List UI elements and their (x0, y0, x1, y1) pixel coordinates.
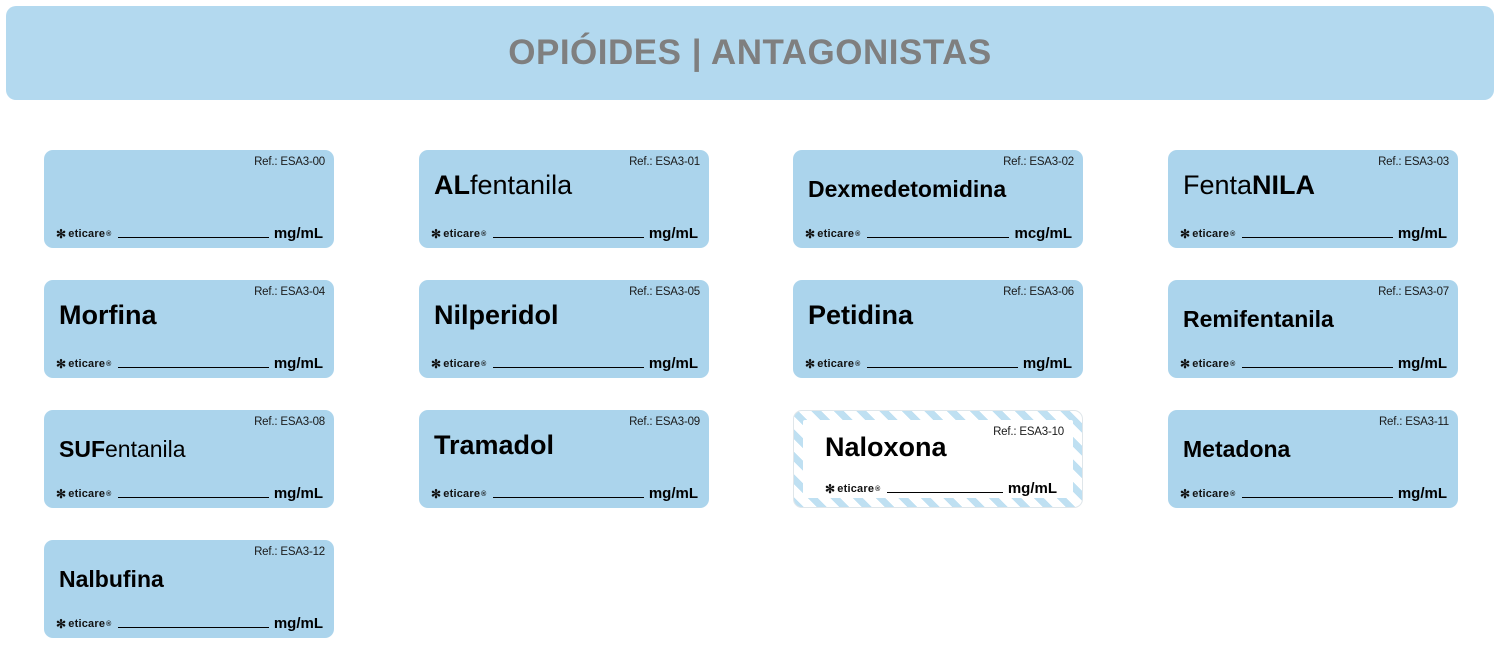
label-grid (0, 150, 1500, 670)
label-unit: mg/mL (273, 485, 323, 502)
flower-icon: ✻ (56, 227, 67, 241)
label-unit: mg/mL (648, 485, 698, 502)
label-ref: Ref.: ESA3-01 (629, 156, 700, 168)
flower-icon: ✻ (431, 227, 442, 241)
brand-name: eticare (443, 228, 481, 240)
registered-icon: ® (875, 485, 881, 493)
drug-name-bold: Nalbufina (59, 566, 164, 592)
label-ref: Ref.: ESA3-03 (1378, 156, 1449, 168)
write-in-line (867, 366, 1018, 368)
write-in-line (118, 236, 269, 238)
brand-name: eticare (68, 618, 106, 630)
flower-icon: ✻ (56, 487, 67, 501)
label-ref: Ref.: ESA3-10 (993, 426, 1064, 438)
drug-name-bold: Remifentanila (1183, 306, 1334, 332)
drug-name-bold: Metadona (1183, 436, 1291, 462)
page-title: OPIÓIDES | ANTAGONISTAS (508, 33, 992, 72)
label-card-esa3-11[interactable] (1168, 410, 1458, 508)
write-in-line (1242, 236, 1393, 238)
label-drug-name (808, 300, 913, 330)
eticare-brand-logo (431, 358, 487, 370)
drug-name-bold: Petidina (808, 300, 914, 330)
label-drug-name (1183, 170, 1315, 200)
label-row (0, 410, 1500, 540)
drug-name-bold: NILA (1252, 170, 1316, 200)
write-in-line (867, 236, 1010, 238)
label-card-esa3-10[interactable] (793, 410, 1083, 508)
label-bottom-strip (1180, 483, 1447, 501)
flower-icon: ✻ (56, 617, 67, 631)
eticare-brand-logo (805, 358, 861, 370)
registered-icon: ® (481, 230, 487, 238)
eticare-brand-logo (805, 228, 861, 240)
label-ref: Ref.: ESA3-00 (254, 156, 325, 168)
label-bottom-strip (56, 613, 323, 631)
label-ref: Ref.: ESA3-09 (629, 416, 700, 428)
write-in-line (493, 236, 644, 238)
write-in-line (118, 496, 269, 498)
flower-icon: ✻ (56, 357, 67, 371)
label-card-esa3-07[interactable] (1168, 280, 1458, 378)
label-unit: mg/mL (1397, 225, 1447, 242)
drug-name-bold: SUF (59, 436, 105, 462)
label-unit: mg/mL (1007, 480, 1057, 497)
brand-name: eticare (443, 358, 481, 370)
label-unit: mg/mL (1022, 355, 1072, 372)
label-ref: Ref.: ESA3-11 (1378, 416, 1449, 428)
label-bottom-strip (56, 483, 323, 501)
label-drug-name (434, 170, 572, 200)
drug-name-bold: Dexmedetomidina (808, 176, 1007, 202)
write-in-line (493, 496, 644, 498)
brand-name: eticare (817, 228, 855, 240)
drug-name-bold: Morfina (59, 300, 157, 330)
label-unit: mcg/mL (1014, 225, 1072, 242)
brand-name: eticare (1192, 228, 1230, 240)
label-unit: mg/mL (648, 355, 698, 372)
label-ref: Ref.: ESA3-04 (254, 286, 325, 298)
write-in-line (887, 491, 1003, 493)
flower-icon: ✻ (1180, 227, 1191, 241)
label-bottom-strip (431, 483, 698, 501)
label-drug-name (59, 300, 157, 330)
registered-icon: ® (1230, 490, 1236, 498)
brand-name: eticare (1192, 358, 1230, 370)
eticare-brand-logo (431, 228, 487, 240)
flower-icon: ✻ (805, 227, 816, 241)
drug-name-bold: Naloxona (825, 432, 947, 462)
eticare-brand-logo (431, 488, 487, 500)
drug-name-light: fentanila (470, 170, 573, 200)
brand-name: eticare (68, 228, 106, 240)
brand-name: eticare (68, 488, 106, 500)
write-in-line (118, 626, 269, 628)
label-drug-name (825, 432, 947, 462)
brand-name: eticare (68, 358, 106, 370)
registered-icon: ® (106, 620, 112, 628)
label-unit: mg/mL (648, 225, 698, 242)
eticare-brand-logo (1180, 358, 1236, 370)
label-card-esa3-01[interactable] (419, 150, 709, 248)
flower-icon: ✻ (431, 357, 442, 371)
write-in-line (1242, 366, 1393, 368)
drug-name-bold: AL (434, 170, 470, 200)
eticare-brand-logo (56, 358, 112, 370)
label-ref: Ref.: ESA3-05 (629, 286, 700, 298)
brand-name: eticare (443, 488, 481, 500)
label-drug-name (1183, 434, 1290, 464)
label-ref: Ref.: ESA3-02 (1003, 156, 1074, 168)
eticare-brand-logo (56, 228, 112, 240)
label-card-esa3-00[interactable] (44, 150, 334, 248)
registered-icon: ® (106, 490, 112, 498)
label-bottom-strip (805, 223, 1072, 241)
label-bottom-strip (56, 223, 323, 241)
write-in-line (493, 366, 644, 368)
label-drug-name (1183, 304, 1334, 334)
label-drug-name (434, 430, 554, 460)
label-drug-name (59, 434, 186, 464)
label-card-esa3-08[interactable] (44, 410, 334, 508)
label-row (0, 280, 1500, 410)
label-card-esa3-03[interactable] (1168, 150, 1458, 248)
drug-name-bold: Nilperidol (434, 300, 559, 330)
brand-name: eticare (1192, 488, 1230, 500)
drug-name-bold: Tramadol (434, 430, 555, 460)
label-drug-name (59, 564, 164, 594)
label-ref: Ref.: ESA3-07 (1378, 286, 1449, 298)
label-bottom-strip (431, 223, 698, 241)
registered-icon: ® (1230, 230, 1236, 238)
eticare-brand-logo (56, 618, 112, 630)
label-bottom-strip (1180, 353, 1447, 371)
label-unit: mg/mL (273, 615, 323, 632)
registered-icon: ® (855, 230, 861, 238)
label-row (0, 540, 1500, 670)
page-header-banner (6, 6, 1494, 100)
flower-icon: ✻ (825, 482, 836, 496)
registered-icon: ® (855, 360, 861, 368)
label-row (0, 150, 1500, 280)
label-unit: mg/mL (273, 225, 323, 242)
label-unit: mg/mL (1397, 485, 1447, 502)
label-bottom-strip (431, 353, 698, 371)
eticare-brand-logo (56, 488, 112, 500)
label-drug-name (434, 300, 559, 330)
eticare-brand-logo (825, 483, 881, 495)
flower-icon: ✻ (1180, 487, 1191, 501)
write-in-line (1242, 496, 1393, 498)
eticare-brand-logo (1180, 228, 1236, 240)
flower-icon: ✻ (1180, 357, 1191, 371)
flower-icon: ✻ (805, 357, 816, 371)
label-bottom-strip (56, 353, 323, 371)
drug-name-light: Fenta (1183, 170, 1253, 200)
write-in-line (118, 366, 269, 368)
label-card-esa3-02[interactable] (793, 150, 1083, 248)
flower-icon: ✻ (431, 487, 442, 501)
registered-icon: ® (106, 360, 112, 368)
eticare-brand-logo (1180, 488, 1236, 500)
label-bottom-strip (825, 478, 1057, 496)
label-unit: mg/mL (1397, 355, 1447, 372)
label-ref: Ref.: ESA3-12 (254, 546, 325, 558)
label-card-esa3-06[interactable] (793, 280, 1083, 378)
brand-name: eticare (817, 358, 855, 370)
registered-icon: ® (481, 360, 487, 368)
registered-icon: ® (106, 230, 112, 238)
drug-name-light: entanila (105, 436, 186, 462)
registered-icon: ® (481, 490, 487, 498)
registered-icon: ® (1230, 360, 1236, 368)
label-card-esa3-09[interactable] (419, 410, 709, 508)
label-drug-name (808, 174, 1006, 204)
label-ref: Ref.: ESA3-08 (254, 416, 325, 428)
label-ref: Ref.: ESA3-06 (1003, 286, 1074, 298)
label-bottom-strip (805, 353, 1072, 371)
label-card-esa3-05[interactable] (419, 280, 709, 378)
brand-name: eticare (837, 483, 875, 495)
label-card-esa3-04[interactable] (44, 280, 334, 378)
label-bottom-strip (1180, 223, 1447, 241)
label-unit: mg/mL (273, 355, 323, 372)
label-card-esa3-12[interactable] (44, 540, 334, 638)
